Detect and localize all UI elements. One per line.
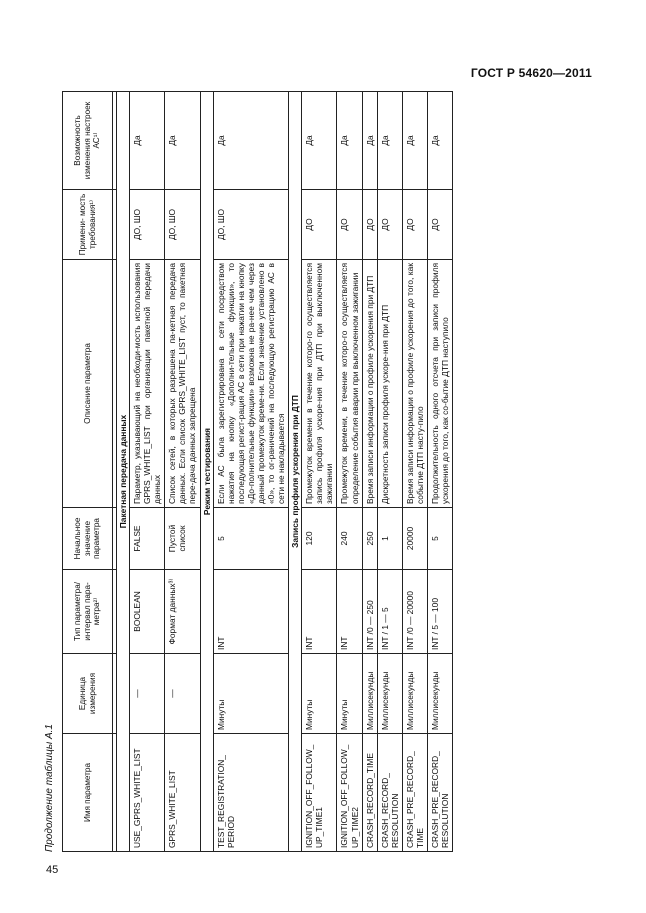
table-row [213, 92, 289, 852]
param-changeable: Да [213, 92, 289, 190]
table-row [377, 92, 402, 852]
param-description: Промежуток времени, в течение которо-го осуществляется определение события аварии при выключенном зажигании [337, 260, 362, 508]
param-changeable: Да [402, 92, 427, 190]
param-description: Если АС была зарегистрирована в сети посредством нажатия на кнопку «Дополни-тельные функции», то последующая регист-рация АС в сети при нажатии на кнопку «До-полнительные функции» возможна не ра-нее чем через данный промежуток време-ни. Если значение установлено в «0», то ог-раничений на последующую регистрацию АС в сети не накладывается [213, 260, 289, 508]
table-caption: Продолжение таблицы А.1 [44, 724, 55, 852]
param-name: GPRS_WHITE_LIST [165, 734, 200, 852]
param-initial: 250 [362, 508, 377, 570]
col-header-description: Описание параметра [63, 260, 113, 508]
param-initial: 5 [213, 508, 289, 570]
param-type: INT /0 — 250 [362, 570, 377, 654]
param-unit: Минуты [213, 654, 289, 734]
param-initial: 240 [337, 508, 362, 570]
param-applicability: ДО [428, 190, 453, 260]
col-header-unit: Единица измерения [63, 654, 113, 734]
param-unit: Минуты [337, 654, 362, 734]
table-row [402, 92, 427, 852]
param-applicability: ДО, ШО [130, 190, 165, 260]
param-applicability: ДО [402, 190, 427, 260]
param-unit: — [165, 654, 200, 734]
param-applicability: ДО, ШО [213, 190, 289, 260]
parameters-table [62, 91, 453, 852]
param-changeable: Да [377, 92, 402, 190]
rotated-table-area [44, 92, 614, 852]
param-changeable: Да [165, 92, 200, 190]
param-changeable: Да [337, 92, 362, 190]
param-name: CRASH_PRE_RECORD_ RESOLUTION [428, 734, 453, 852]
param-name: USE_GPRS_WHITE_LIST [130, 734, 165, 852]
col-header-initial: Начальное значение параметра [63, 508, 113, 570]
param-unit: Миллисекунды [362, 654, 377, 734]
document-header: ГОСТ Р 54620—2011 [470, 66, 592, 80]
col-header-applicability: Примени- мость требования¹⁾ [63, 190, 113, 260]
param-changeable: Да [130, 92, 165, 190]
col-header-changeable: Возможность изменения настроек АС¹⁾ [63, 92, 113, 190]
param-description: Параметр, указывающий на необходи-мость использования GPRS_WHITE_LIST при организации пакетной передачи данных [130, 260, 165, 508]
col-header-name: Имя параметра [63, 734, 113, 852]
section-test-mode: Режим тестирования [200, 92, 213, 852]
param-type: INT [213, 570, 289, 654]
table-row [337, 92, 362, 852]
param-applicability: ДО, ШО [165, 190, 200, 260]
param-name: CRASH_RECORD_ RESOLUTION [377, 734, 402, 852]
param-unit: Миллисекунды [428, 654, 453, 734]
table-row [428, 92, 453, 852]
param-type: INT / 1 — 5 [377, 570, 402, 654]
table-row [130, 92, 165, 852]
param-initial: 1 [377, 508, 402, 570]
param-changeable: Да [362, 92, 377, 190]
param-initial: Пустой список [165, 508, 200, 570]
col-header-type: Тип параметра/ интервал пара- метра²⁾ [63, 570, 113, 654]
param-unit: — [130, 654, 165, 734]
section-crash-profile: Запись профиля ускорения при ДТП [289, 92, 302, 852]
param-description: Дискретность записи профиля ускоре-ния при ДТП [377, 260, 402, 508]
param-initial: 5 [428, 508, 453, 570]
table-row [302, 92, 337, 852]
param-unit: Миллисекунды [377, 654, 402, 734]
param-description: Время записи информации о профиле ускорения при ДТП [362, 260, 377, 508]
param-description: Продолжительность одного отсчета при записи профиля ускорения до того, как со-бытие ДТП наступило [428, 260, 453, 508]
param-initial: 20000 [402, 508, 427, 570]
section-packet-data: Пакетная передача данных [117, 92, 130, 852]
param-changeable: Да [302, 92, 337, 190]
param-changeable: Да [428, 92, 453, 190]
param-initial: FALSE [130, 508, 165, 570]
param-type: BOOLEAN [130, 570, 165, 654]
param-name: TEST_REGISTRATION_ PERIOD [213, 734, 289, 852]
param-description: Промежуток времени в течение которо-го осуществляется запись профиля ускоре-ния при ДТП при выключенном зажигании [302, 260, 337, 508]
table-row [362, 92, 377, 852]
param-description: Список сетей, в которых разрешена па-кетная передача данных. Если список GPRS_WHITE_LIST пуст, то пакетная пере-дача данных запрещена [165, 260, 200, 508]
param-type: INT [337, 570, 362, 654]
param-name: CRASH_RECORD_TIME [362, 734, 377, 852]
param-type: INT /0 — 20000 [402, 570, 427, 654]
page-number: 45 [46, 864, 59, 876]
param-type: INT [302, 570, 337, 654]
table-row [165, 92, 200, 852]
param-applicability: ДО [302, 190, 337, 260]
param-unit: Миллисекунды [402, 654, 427, 734]
param-type: Формат данных³⁾ [165, 570, 200, 654]
param-name: IGNITION_OFF_FOLLOW_ UP_TIME2 [337, 734, 362, 852]
param-applicability: ДО [377, 190, 402, 260]
param-applicability: ДО [337, 190, 362, 260]
param-initial: 120 [302, 508, 337, 570]
param-description: Время записи информации о профиле ускорения до того, как событие ДТП насту-пило [402, 260, 427, 508]
param-applicability: ДО [362, 190, 377, 260]
param-name: CRASH_PRE_RECORD_ TIME [402, 734, 427, 852]
param-name: IGNITION_OFF_FOLLOW_ UP_TIME1 [302, 734, 337, 852]
param-unit: Минуты [302, 654, 337, 734]
param-type: INT / 5 — 100 [428, 570, 453, 654]
